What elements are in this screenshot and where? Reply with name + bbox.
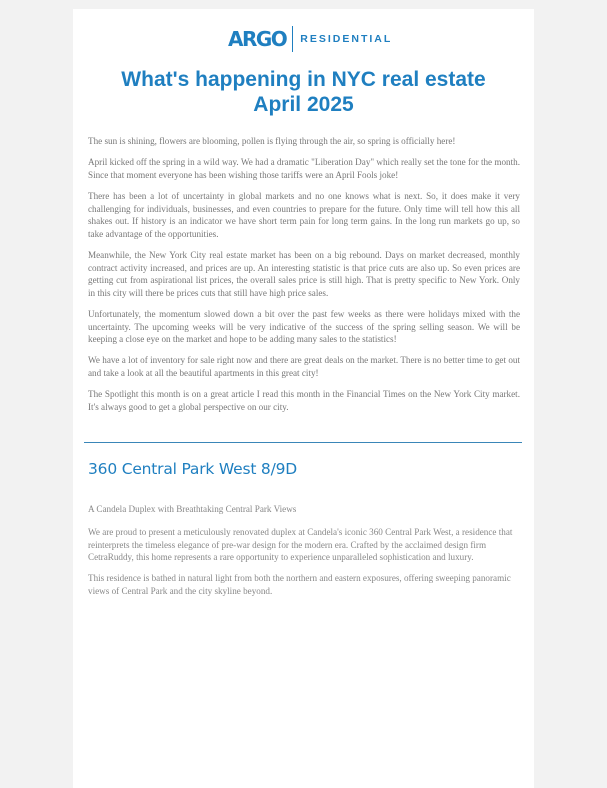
logo-divider	[292, 26, 293, 52]
property-paragraph: This residence is bathed in natural light from both the northern and eastern exposures, offering sweeping panoramic views of Central Park and the city skyline beyond.	[88, 573, 511, 596]
headline-line-2: April 2025	[253, 93, 354, 116]
property-paragraph: We are proud to present a meticulously renovated duplex at Candela's iconic 360 Central Park West, a residence that reinterprets the timeless elegance of pre-war design for the modern era. Crafted by the acclaimed design firm CetraRuddy, this home represents a rare opportunity to experience unparalleled sophistication and luxury.	[88, 527, 513, 562]
body-paragraph: April kicked off the spring in a wild way. We had a dramatic "Liberation Day" which really set the tone for the month. Since that moment everyone has been wishing those tariffs were an April Fools joke!	[88, 157, 520, 180]
property-subtitle: A Candela Duplex with Breathtaking Central Park Views	[88, 504, 297, 514]
section-divider	[84, 442, 522, 443]
body-paragraph: The sun is shining, flowers are blooming, pollen is flying through the air, so spring is officially here!	[88, 136, 456, 146]
property-description	[88, 526, 520, 606]
argo-residential-logo[interactable]	[228, 26, 392, 52]
body-paragraph: Meanwhile, the New York City real estate market has been on a big rebound. Days on market decreased, monthly contract activity increased, and prices are up. An interesting statistic is that price cuts are also up. So even prices are getting cut from aspirational list prices, the overall sales price is still high. That is pretty specific to New York. Only in this city will there be prices cuts that still have high price sales.	[88, 250, 520, 298]
body-paragraph: There has been a lot of uncertainty in global markets and no one knows what is next. So, it does make it very challenging for individuals, businesses, and even countries to prepare for the future. Only time will tell how this all shakes out. If history is an indicator we have short term pain for long term gains. In the long run markets go up, so take advantage of the opportunities.	[88, 191, 520, 239]
headline-line-1: What's happening in NYC real estate	[121, 68, 486, 91]
newsletter-sheet	[73, 9, 534, 788]
body-paragraph: We have a lot of inventory for sale right now and there are great deals on the market. There is no better time to get out and take a look at all the beautiful apartments in this great city!	[88, 355, 520, 378]
newsletter-body	[88, 135, 520, 422]
logo-division-label: RESIDENTIAL	[300, 33, 393, 45]
argo-logo-mark: ARGO	[228, 27, 287, 51]
newsletter-headline	[73, 67, 534, 117]
property-title[interactable]: 360 Central Park West 8/9D	[88, 460, 298, 478]
body-paragraph: The Spotlight this month is on a great article I read this month in the Financial Times on the New York City market. It's always good to get a global perspective on our city.	[88, 389, 520, 412]
body-paragraph: Unfortunately, the momentum slowed down a bit over the past few weeks as there were holidays mixed with the uncertainty. The upcoming weeks will be very indicative of the success of the spring selling season. We will be keeping a close eye on the market and hope to be adding many sales to the statistics!	[88, 309, 520, 345]
